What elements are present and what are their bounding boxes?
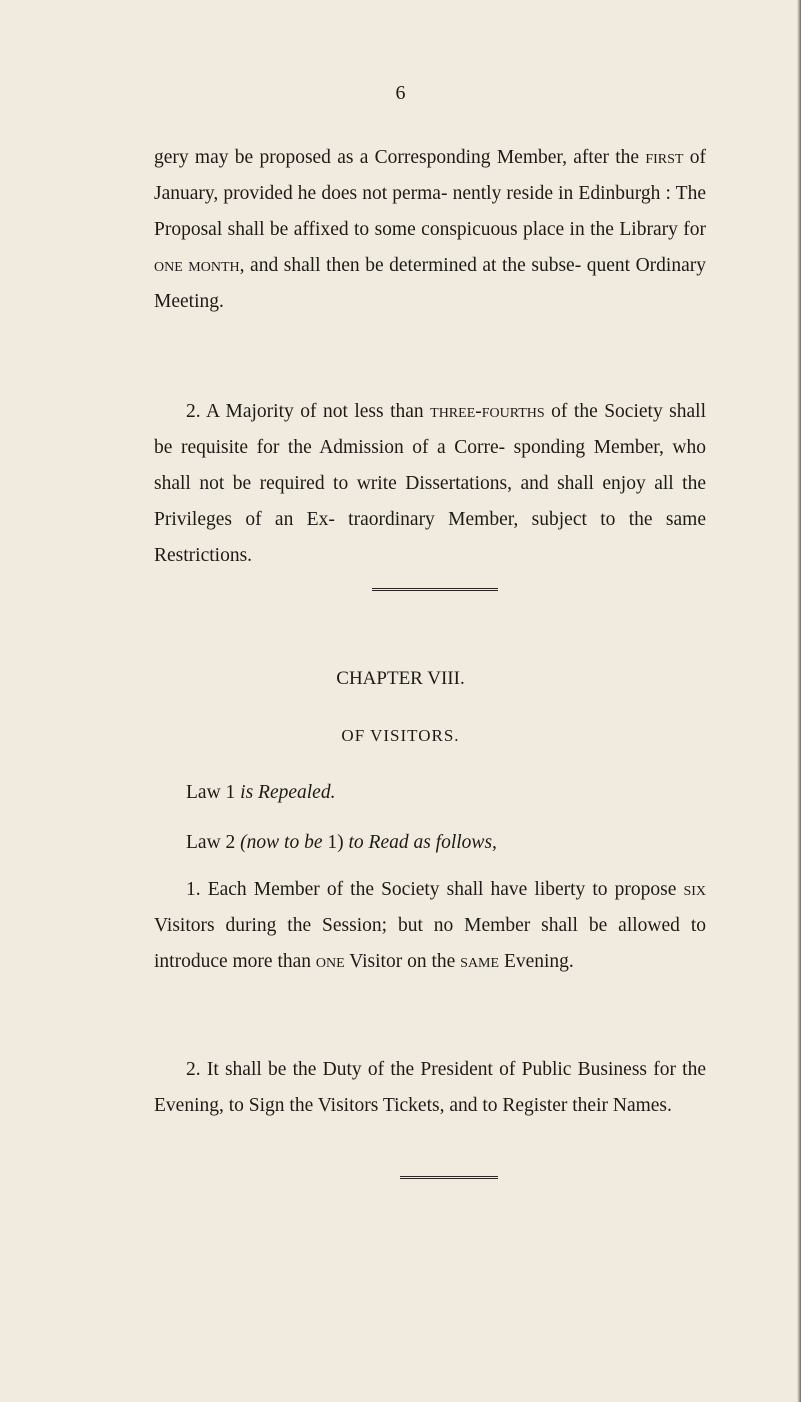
- text-run: Visitor on the: [344, 951, 461, 972]
- text-run: , and shall then be determined at the subse- quent Ordinary Meeting.: [154, 255, 706, 312]
- text-run: of the Society shall be requisite for the Admission of a Corre- sponding Member, who shall not be required to write Dissertations, and shall enjoy all the Privileges of an Ex- traordinary Member, subject to the same Restrictions.: [154, 401, 707, 566]
- page-number: 6: [395, 82, 406, 104]
- paragraph-president-duty: [154, 1052, 706, 1124]
- chapter-subtitle: OF VISITORS.: [341, 726, 460, 745]
- section-divider: [372, 588, 498, 591]
- small-caps-run: one month: [154, 255, 240, 276]
- italic-run: to Read as follows,: [348, 832, 497, 853]
- text-run: Law 1: [186, 782, 241, 803]
- text-run: 1. Each Member of the Society shall have liberty to propose: [186, 879, 684, 900]
- page-edge-shadow: [797, 0, 801, 1402]
- small-caps-run: same: [460, 951, 500, 972]
- paragraph-corresponding-member-proposal: [154, 140, 706, 320]
- small-caps-run: first: [645, 147, 684, 168]
- italic-run: is Repealed.: [240, 782, 336, 803]
- italic-run: (now to be: [240, 832, 328, 853]
- text-run: of January, provided he does not perma- nently reside in Edinburgh : The Proposal shall be affixed to some conspicuous place in the Library for: [154, 147, 706, 240]
- small-caps-run: one: [315, 951, 345, 972]
- text-run: gery may be proposed as a Corresponding Member, after the: [154, 147, 646, 168]
- text-run: Visitors during the Session; but no Member shall be allowed to introduce more than: [154, 915, 706, 972]
- law-1-note: [186, 782, 335, 804]
- end-divider: [400, 1176, 498, 1179]
- paragraph-visitor-liberty: [154, 872, 706, 980]
- small-caps-run: three-fourths: [430, 401, 545, 422]
- text-run: 1): [327, 832, 349, 853]
- text-run: Law 2: [186, 832, 241, 853]
- chapter-title: CHAPTER VIII.: [336, 668, 465, 689]
- text-run: Evening.: [499, 951, 574, 972]
- text-run: 2. It shall be the Duty of the President of Public Business for the Evening, to Sign the Visitors Tickets, and to Register their Names.: [154, 1059, 706, 1116]
- text-run: 2. A Majority of not less than: [186, 401, 431, 422]
- small-caps-run: six: [683, 879, 706, 900]
- law-2-note: [186, 832, 497, 854]
- paragraph-majority-admission: [154, 394, 706, 574]
